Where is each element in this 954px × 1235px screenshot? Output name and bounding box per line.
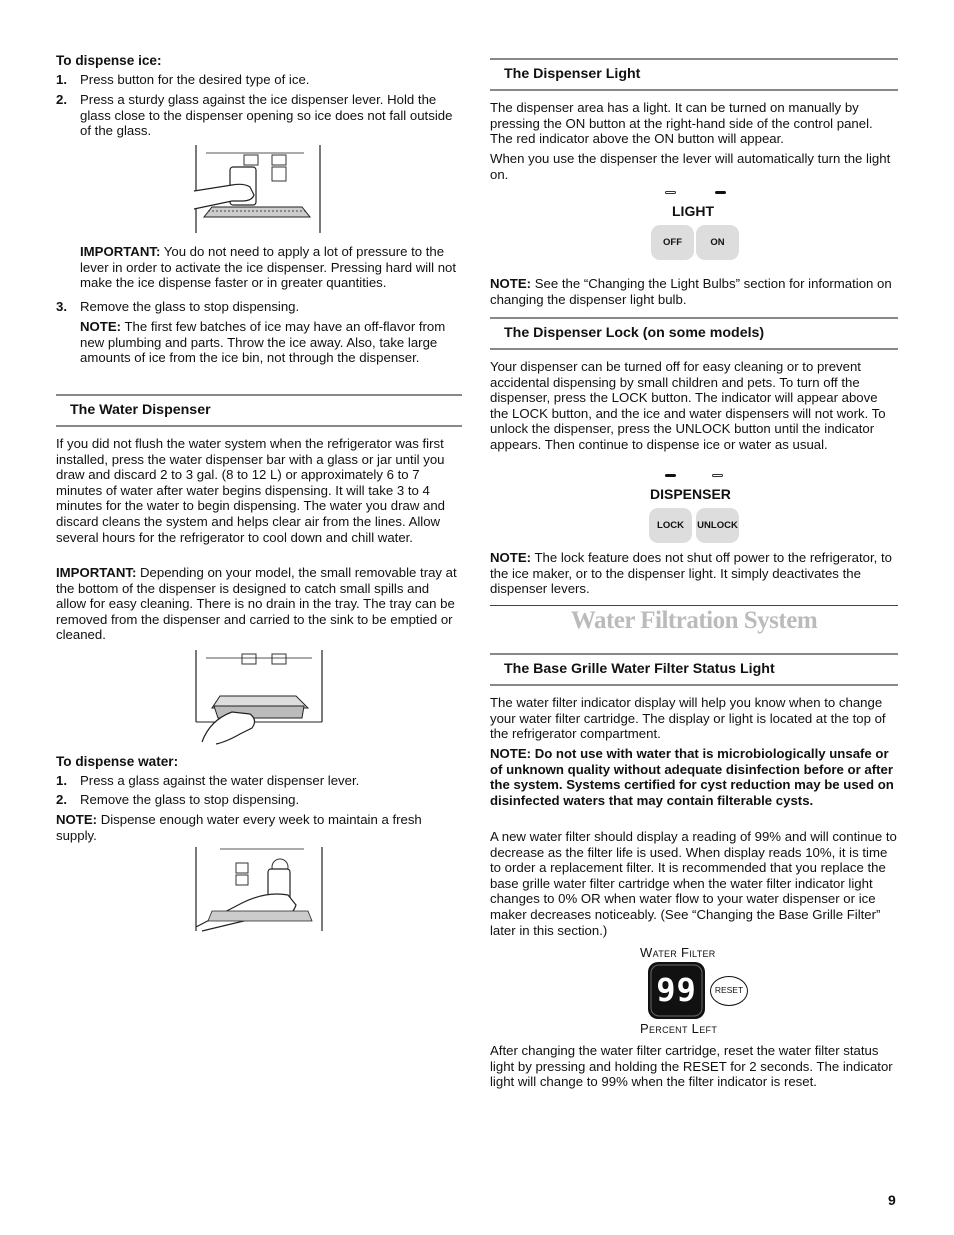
filter-warning-note: NOTE: Do not use with water that is microbiologically unsafe or of unknown quality without adequate disinfection before or after the system. Systems certified for cyst reduction may be used on disinfected waters that may contain filterable cysts. — [490, 746, 894, 808]
light-off-button[interactable]: OFF — [651, 225, 694, 260]
important-note-ice: IMPORTANT: You do not need to apply a lot of pressure to the lever in order to activate the ice dispenser. Pressing hard will not make the ice dispense faster or in greater quantities. — [80, 244, 457, 291]
section-title: The Water Dispenser — [70, 402, 211, 418]
unlock-button[interactable]: UNLOCK — [696, 508, 739, 543]
lock-note: NOTE: The lock feature does not shut off power to the refrigerator, to the ice maker, or to the dispenser light. It simply deactivates the dispenser levers. — [490, 550, 892, 597]
water-step-2: 2. Remove the glass to stop dispensing. — [56, 792, 300, 807]
lock-indicator — [665, 474, 676, 477]
lock-paragraph: Your dispenser can be turned off for easy cleaning or to prevent accidental dispensing by small children and pets. To turn off the dispenser, press the LOCK button. The indicator will appear above the LOCK button, and the ice and water dispensers will not work. To unlock the dispenser, press the UNLOCK button until the indicator appears. Then continue to dispense ice or water as usual. — [490, 359, 886, 452]
filter-paragraph-3: After changing the water filter cartridge, reset the water filter status light by pressing and holding the RESET for 2 seconds. The indicator light will change to 99% when the filter indicator is reset. — [490, 1043, 893, 1090]
on-indicator — [715, 191, 726, 194]
section-title: The Base Grille Water Filter Status Light — [504, 661, 775, 677]
section-title: The Dispenser Lock (on some models) — [504, 325, 765, 341]
light-paragraph-1: The dispenser area has a light. It can be turned on manually by pressing the ON button at the right-hand side of the control panel. The red indicator above the ON button will appear. — [490, 100, 873, 147]
filter-reset-button[interactable]: RESET — [710, 976, 748, 1006]
filter-paragraph-1: The water filter indicator display will help you know when to change your water filter cartridge. The display or light is located at the top of the refrigerator compartment. — [490, 695, 886, 742]
dispenser-lock-section-bar — [490, 317, 898, 350]
dispenser-light-section-bar — [490, 58, 898, 91]
ice-step-3: 3. Remove the glass to stop dispensing. — [56, 299, 300, 314]
light-paragraph-2: When you use the dispenser the lever will automatically turn the light on. — [490, 151, 891, 182]
percent-left-label: Percent Left — [640, 1021, 718, 1036]
off-indicator — [665, 191, 676, 194]
water-paragraph: If you did not flush the water system when the refrigerator was first installed, press the water dispenser bar with a glass or jar until you draw and discard 2 to 3 gal. (8 to 12 L) or approximately 6 to 7 minutes of water after water begins dispensing. It will take 3 to 4 minutes for the water to begin dispensing. The water you draw and discard cleans the system and helps clear air from the lines. Allow several hours for the refrigerator to cool down and chill water. — [56, 436, 446, 545]
water-step-1: 1. Press a glass against the water dispenser lever. — [56, 773, 360, 788]
water-heading: To dispense water: — [56, 754, 179, 769]
lock-button[interactable]: LOCK — [649, 508, 692, 543]
filter-display-screen — [648, 962, 705, 1019]
ice-step-1: 1. Press button for the desired type of ice. — [56, 72, 310, 87]
page-number: 9 — [888, 1192, 896, 1208]
ice-dispense-illustration — [192, 143, 462, 235]
important-note-water: IMPORTANT: Depending on your model, the small removable tray at the bottom of the dispenser is designed to catch small spills and allow for easy cleaning. There is no drain in the tray. The tray can be removed from the dispenser and carried to the sink to be emptied or cleaned. — [56, 565, 457, 643]
filter-status-section-bar — [490, 653, 898, 686]
water-note: NOTE: Dispense enough water every week to maintain a fresh supply. — [56, 812, 422, 843]
divider — [490, 605, 898, 606]
filter-percent-value: 99 — [656, 971, 697, 1009]
section-title: The Dispenser Light — [504, 66, 641, 82]
water-dispense-illustration — [192, 845, 462, 935]
filter-paragraph-2: A new water filter should display a reading of 99% and will continue to decrease as the filter life is used. When display reads 10%, it is time to order a replacement filter. It is recommended that you replace the base grille water filter cartridge when the water filter indicator light changes to 0% OR when water flow to your water dispenser or ice maker decreases noticeably. (See “Changing the Base Grille Filter” later in this section.) — [490, 829, 897, 938]
page-title: Water Filtration System — [570, 607, 818, 634]
tray-removal-illustration — [192, 650, 462, 746]
water-dispenser-section-bar — [56, 394, 462, 427]
light-note: NOTE: See the “Changing the Light Bulbs” section for information on changing the dispenser light bulb. — [490, 276, 892, 307]
dispenser-panel-label: DISPENSER — [650, 486, 731, 502]
ice-note: NOTE: The first few batches of ice may have an off-flavor from new plumbing and parts. Throw the ice away. Also, take large amounts of ice from the ice bin, not through the dispenser. — [80, 319, 446, 366]
light-panel-label: LIGHT — [672, 203, 714, 219]
ice-step-2: 2. Press a sturdy glass against the ice dispenser lever. Hold the glass close to the dispenser opening so ice does not fall outside of the glass. — [56, 92, 453, 139]
ice-heading: To dispense ice: — [56, 53, 162, 68]
light-on-button[interactable]: ON — [696, 225, 739, 260]
water-filter-label: Water Filter — [640, 945, 716, 960]
unlock-indicator — [712, 474, 723, 477]
